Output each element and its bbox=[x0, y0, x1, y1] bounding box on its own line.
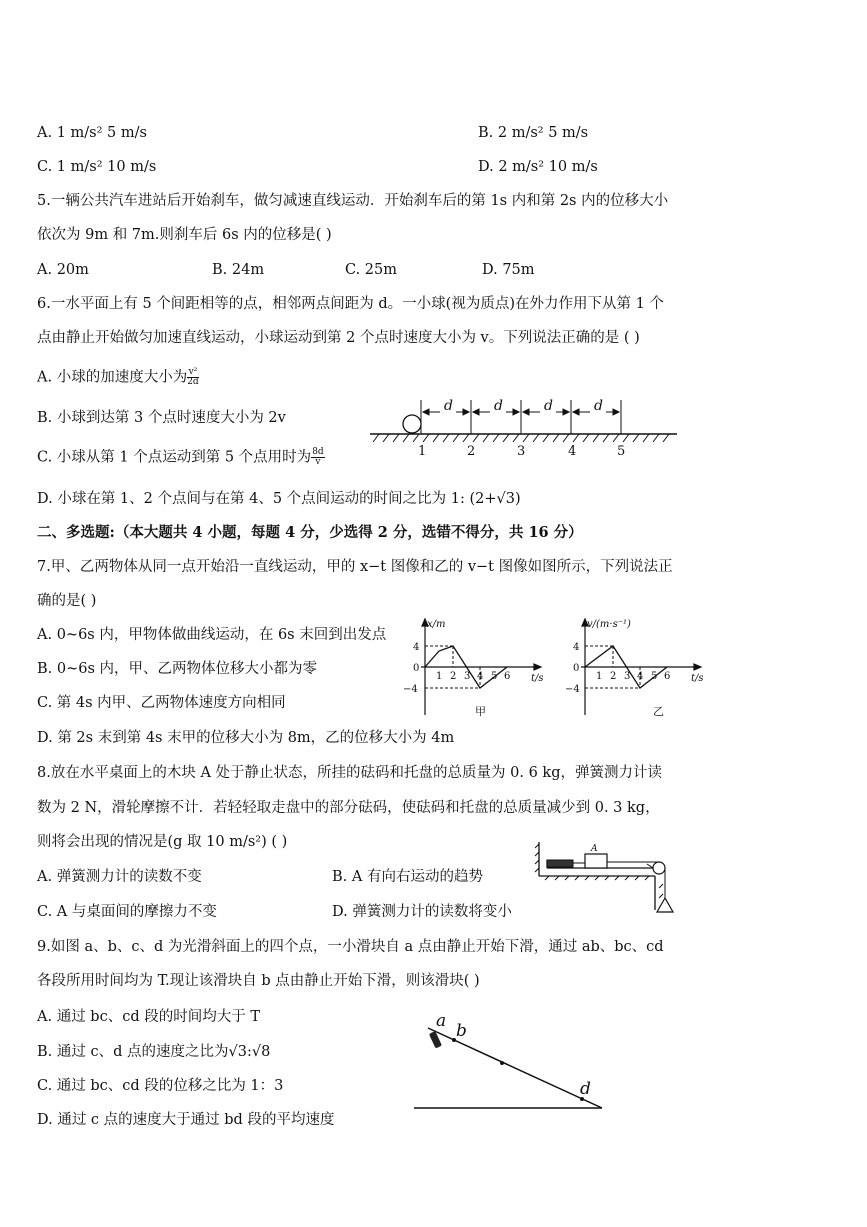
q7-option-c: C. 第 4s 内甲、乙两物体速度方向相同 bbox=[37, 695, 286, 711]
point-2-label: 2 bbox=[467, 444, 476, 459]
q5-stem-line1: 5.一辆公共汽车进站后开始刹车，做匀减速直线运动．开始刹车后的第 1s 内和第 2s 内的位移大小 bbox=[37, 193, 669, 209]
yi-xtick-6: 6 bbox=[664, 671, 671, 682]
pulley-icon bbox=[653, 862, 665, 874]
yi-xtick-4: 4 bbox=[637, 671, 644, 682]
yi-ytick-4: 4 bbox=[573, 642, 580, 653]
yi-xtick-1: 1 bbox=[596, 671, 603, 682]
q4-option-d: D. 2 m/s² 10 m/s bbox=[478, 159, 598, 175]
q6-option-a bbox=[37, 368, 199, 387]
q9-option-d: D. 通过 c 点的速度大于通过 bd 段的平均速度 bbox=[37, 1112, 335, 1128]
fig-d-label-4: d bbox=[594, 398, 603, 414]
weight-tray-icon bbox=[657, 898, 673, 912]
q5-option-b: B. 24m bbox=[212, 262, 265, 278]
yi-ylabel: v/(m·s⁻¹) bbox=[587, 619, 631, 630]
q8-stem-line3: 则将会出现的情况是(g 取 10 m/s²) ( ) bbox=[37, 834, 288, 850]
q6-option-c bbox=[37, 448, 325, 467]
yi-xtick-5: 5 bbox=[651, 671, 658, 682]
jia-ytick-neg4: −4 bbox=[403, 684, 418, 695]
yi-xtick-3: 3 bbox=[624, 671, 631, 682]
q7-stem-line2: 确的是( ) bbox=[37, 593, 97, 609]
q8-stem-line1: 8.放在水平桌面上的木块 A 处于静止状态，所挂的砝码和托盘的总质量为 0. 6 kg，弹簧测力计读 bbox=[37, 765, 662, 781]
q8-option-b: B. A 有向右运动的趋势 bbox=[332, 869, 483, 885]
point-d-label: d bbox=[580, 1079, 591, 1099]
q6-figure bbox=[365, 392, 685, 462]
q6-option-c-fraction bbox=[311, 448, 325, 467]
section2-heading: 二、多选题:（本大题共 4 小题，每题 4 分，少选得 2 分，选错不得分，共 16 分） bbox=[37, 524, 583, 541]
q9-option-c: C. 通过 bc、cd 段的位移之比为 1：3 bbox=[37, 1078, 284, 1094]
yi-ytick-0: 0 bbox=[573, 663, 580, 674]
q8-option-a: A. 弹簧测力计的读数不变 bbox=[37, 869, 202, 885]
q7-graph-yi bbox=[565, 615, 725, 725]
fig-d-label-3: d bbox=[544, 398, 553, 414]
jia-caption: 甲 bbox=[475, 705, 486, 718]
q9-stem-line1: 9.如图 a、b、c、d 为光滑斜面上的四个点，一小滑块自 a 点由静止开始下滑，通过 ab、bc、cd bbox=[37, 939, 664, 955]
q4-option-c: C. 1 m/s² 10 m/s bbox=[37, 159, 157, 175]
q7-option-a: A. 0~6s 内，甲物体做曲线运动，在 6s 末回到出发点 bbox=[37, 627, 387, 643]
q7-option-d: D. 第 2s 末到第 4s 末甲的位移大小为 8m，乙的位移大小为 4m bbox=[37, 730, 455, 746]
fig-d-label-1: d bbox=[444, 398, 453, 414]
q5-option-c: C. 25m bbox=[345, 262, 397, 278]
jia-xtick-5: 5 bbox=[491, 671, 498, 682]
point-4-label: 4 bbox=[568, 444, 577, 459]
q6-stem-line1: 6.一水平面上有 5 个间距相等的点，相邻两点间距为 d。一小球(视为质点)在外力作用下从第 1 个 bbox=[37, 296, 664, 312]
block-a-label: A bbox=[591, 844, 598, 854]
frac-denominator: v bbox=[315, 457, 321, 467]
q6-option-c-text: C. 小球从第 1 个点运动到第 5 个点用时为 bbox=[37, 449, 312, 466]
jia-xtick-4: 4 bbox=[477, 671, 484, 682]
fig-d-label-2: d bbox=[494, 398, 503, 414]
jia-xtick-1: 1 bbox=[436, 671, 443, 682]
ball-icon bbox=[403, 415, 421, 433]
q8-option-c: C. A 与桌面间的摩擦力不变 bbox=[37, 904, 217, 920]
jia-xlabel: t/s bbox=[531, 673, 544, 684]
spring-scale-icon bbox=[547, 860, 573, 867]
q9-option-b: B. 通过 c、d 点的速度之比为√3:√8 bbox=[37, 1044, 271, 1060]
q7-graph-jia bbox=[395, 615, 555, 725]
q9-stem-line2: 各段所用时间均为 T.现让该滑块自 b 点由静止开始下滑，则该滑块( ) bbox=[37, 973, 480, 989]
q6-option-a-fraction bbox=[187, 368, 199, 387]
jia-xtick-6: 6 bbox=[504, 671, 511, 682]
jia-ylabel: x/m bbox=[427, 619, 446, 630]
q8-stem-line2: 数为 2 N，滑轮摩擦不计．若轻轻取走盘中的部分砝码，使砝码和托盘的总质量减少到 0. 3 kg， bbox=[37, 800, 660, 816]
q7-option-b: B. 0~6s 内，甲、乙两物体位移大小都为零 bbox=[37, 661, 318, 677]
q6-option-a-text: A. 小球的加速度大小为 bbox=[37, 369, 188, 386]
q9-figure bbox=[410, 1008, 610, 1112]
point-b-label: b bbox=[456, 1021, 467, 1041]
jia-xtick-3: 3 bbox=[464, 671, 471, 682]
yi-ytick-neg4: −4 bbox=[565, 684, 580, 695]
q5-option-a: A. 20m bbox=[37, 262, 89, 278]
q5-stem-line2: 依次为 9m 和 7m.则刹车后 6s 内的位移是( ) bbox=[37, 227, 332, 243]
point-a-label: a bbox=[436, 1011, 447, 1031]
frac-numerator: v² bbox=[188, 367, 198, 377]
q4-option-b: B. 2 m/s² 5 m/s bbox=[478, 125, 589, 141]
point-3-label: 3 bbox=[517, 444, 526, 459]
q6-stem-line2: 点由静止开始做匀加速直线运动，小球运动到第 2 个点时速度大小为 v。下列说法正确的是 ( ) bbox=[37, 330, 640, 346]
jia-ytick-0: 0 bbox=[413, 663, 420, 674]
frac-denominator: 2d bbox=[187, 377, 199, 387]
point-5-label: 5 bbox=[617, 444, 626, 459]
point-c bbox=[500, 1061, 504, 1065]
q6-option-b: B. 小球到达第 3 个点时速度大小为 2v bbox=[37, 410, 286, 426]
yi-xtick-2: 2 bbox=[610, 671, 617, 682]
q5-option-d: D. 75m bbox=[482, 262, 535, 278]
q4-option-a: A. 1 m/s² 5 m/s bbox=[37, 125, 147, 141]
jia-ytick-4: 4 bbox=[413, 642, 420, 653]
jia-xtick-2: 2 bbox=[450, 671, 457, 682]
q9-option-a: A. 通过 bc、cd 段的时间均大于 T bbox=[37, 1009, 260, 1025]
yi-caption: 乙 bbox=[653, 705, 664, 718]
frac-numerator: 8d bbox=[312, 447, 324, 457]
q8-figure bbox=[535, 838, 685, 918]
yi-xlabel: t/s bbox=[691, 673, 704, 684]
point-1-label: 1 bbox=[418, 444, 427, 459]
q6-option-d: D. 小球在第 1、2 个点间与在第 4、5 个点间运动的时间之比为 1: (2+√3) bbox=[37, 491, 521, 507]
q8-option-d: D. 弹簧测力计的读数将变小 bbox=[332, 904, 512, 920]
block-a bbox=[585, 854, 607, 868]
q7-stem-line1: 7.甲、乙两物体从同一点开始沿一直线运动，甲的 x−t 图像和乙的 v−t 图像如图所示，下列说法正 bbox=[37, 559, 673, 575]
